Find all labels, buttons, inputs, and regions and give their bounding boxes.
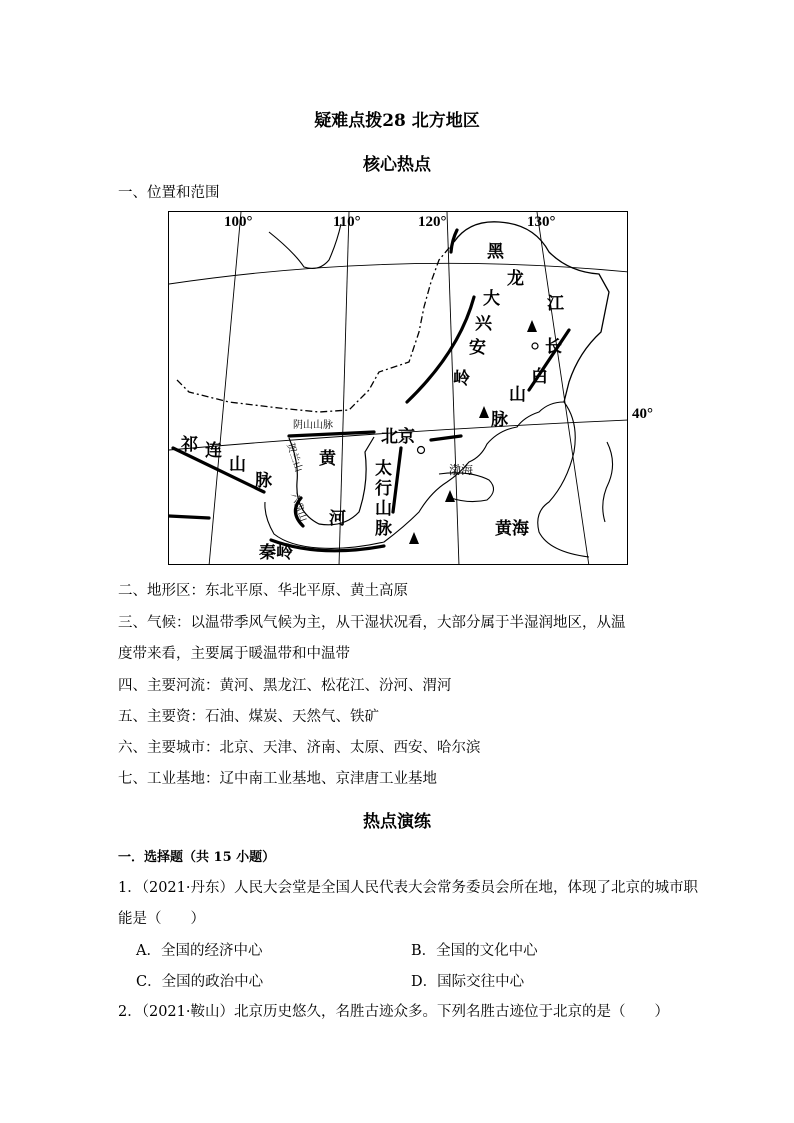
map-label-da: 大 xyxy=(483,289,500,309)
map-label-bai: 白 xyxy=(531,367,548,387)
changchun-marker xyxy=(532,343,538,349)
beijing-city-marker xyxy=(418,447,425,454)
meridian-100 xyxy=(209,212,241,565)
korea-coast xyxy=(538,402,589,557)
longitude-100-label: 100° xyxy=(224,214,253,230)
point-landforms: 二、地形区：东北平原、华北平原、黄土高原 xyxy=(118,583,408,599)
oil-field-liaohe xyxy=(479,406,489,418)
map-label-shan-th: 山 xyxy=(375,499,392,519)
oil-field-zhongyuan xyxy=(409,532,419,544)
map-label-chang: 长 xyxy=(545,337,562,357)
map-label-ling: 岭 xyxy=(453,369,470,389)
map-label-long: 龙 xyxy=(507,269,524,289)
map-label-jiang: 江 xyxy=(547,294,564,314)
question-1-option-c[interactable]: C．全国的政治中心 xyxy=(136,974,264,990)
map-label-hang: 行 xyxy=(375,479,392,499)
point-industry: 七、工业基地：辽中南工业基地、京津唐工业基地 xyxy=(118,771,437,787)
map-label-he: 河 xyxy=(329,509,346,529)
map-label-an: 安 xyxy=(469,338,486,358)
map-label-mai-ql: 脉 xyxy=(255,471,272,491)
map-label-qi: 祁 xyxy=(181,435,198,455)
taihang-range xyxy=(393,448,401,512)
question-1-option-a[interactable]: A．全国的经济中心 xyxy=(136,943,263,959)
map-label-bohai: 渤海 xyxy=(449,463,474,477)
oil-field-shengli xyxy=(445,490,455,502)
question-1-option-d[interactable]: D．国际交往中心 xyxy=(411,974,525,990)
core-hotspot-heading: 核心热点 xyxy=(363,155,431,175)
map-label-shan-ql: 山 xyxy=(229,455,246,475)
longitude-120-label: 120° xyxy=(418,214,447,230)
northern-region-map xyxy=(168,211,628,565)
map-label-qinling: 秦岭 xyxy=(259,543,293,563)
map-label-huanghai: 黄海 xyxy=(495,519,529,539)
map-label-yinshan: 阴山山脉 xyxy=(293,420,333,431)
beijing-east-line xyxy=(431,436,461,440)
point-climate: 三、气候：以温带季风气候为主，从干湿状况看，大部分属于半湿润地区，从温 xyxy=(118,615,626,631)
point-climate-cont: 度带来看，主要属于暖温带和中温带 xyxy=(118,646,350,662)
map-label-hei: 黑 xyxy=(487,242,504,262)
meridian-130 xyxy=(537,212,589,565)
point-resources: 五、主要资：石油、煤炭、天然气、铁矿 xyxy=(118,709,379,725)
document-title: 疑难点拨28 北方地区 xyxy=(314,111,480,131)
map-label-tai: 太 xyxy=(375,459,392,479)
question-1-stem: 1．（2021·丹东）人民大会堂是全国人民代表大会常务委员会所在地，体现了北京的城市职 xyxy=(118,880,698,896)
parallel-north xyxy=(169,263,628,284)
map-label-helan: 贺兰山 xyxy=(284,441,304,474)
longitude-110-label: 110° xyxy=(333,214,361,230)
map-label-xing: 兴 xyxy=(475,314,492,334)
northwest-coast xyxy=(269,224,341,268)
point-rivers: 四、主要河流：黄河、黑龙江、松花江、汾河、渭河 xyxy=(118,678,452,694)
island-right xyxy=(603,442,613,522)
oil-field-daqing xyxy=(527,320,537,332)
question-1-stem-cont: 能是（ ） xyxy=(118,911,205,927)
latitude-40-label: 40° xyxy=(632,406,653,422)
section-location-heading: 一、位置和范围 xyxy=(118,185,220,201)
choice-section-heading: 一．选择题（共 15 小题） xyxy=(118,850,276,865)
national-border xyxy=(177,242,454,412)
map-label-lian: 连 xyxy=(205,441,222,461)
map-label-mai-cb: 脉 xyxy=(491,410,508,430)
qilian-range-west xyxy=(169,516,209,518)
point-cities: 六、主要城市：北京、天津、济南、太原、西安、哈尔滨 xyxy=(118,740,481,756)
question-2-stem: 2．（2021·鞍山）北京历史悠久，名胜古迹众多。下列名胜古迹位于北京的是（ ） xyxy=(118,1004,669,1020)
question-1-option-b[interactable]: B．全国的文化中心 xyxy=(411,943,538,959)
map-label-beijing: 北京 xyxy=(381,427,415,447)
heilongjiang-river xyxy=(451,230,457,252)
map-label-huang: 黄 xyxy=(319,449,336,469)
map-label-shan-cb: 山 xyxy=(509,385,526,405)
practice-heading: 热点演练 xyxy=(363,812,431,832)
map-label-mai-th: 脉 xyxy=(375,519,392,539)
longitude-130-label: 130° xyxy=(527,214,556,230)
map-label-liupan: 六盘山 xyxy=(288,491,309,524)
